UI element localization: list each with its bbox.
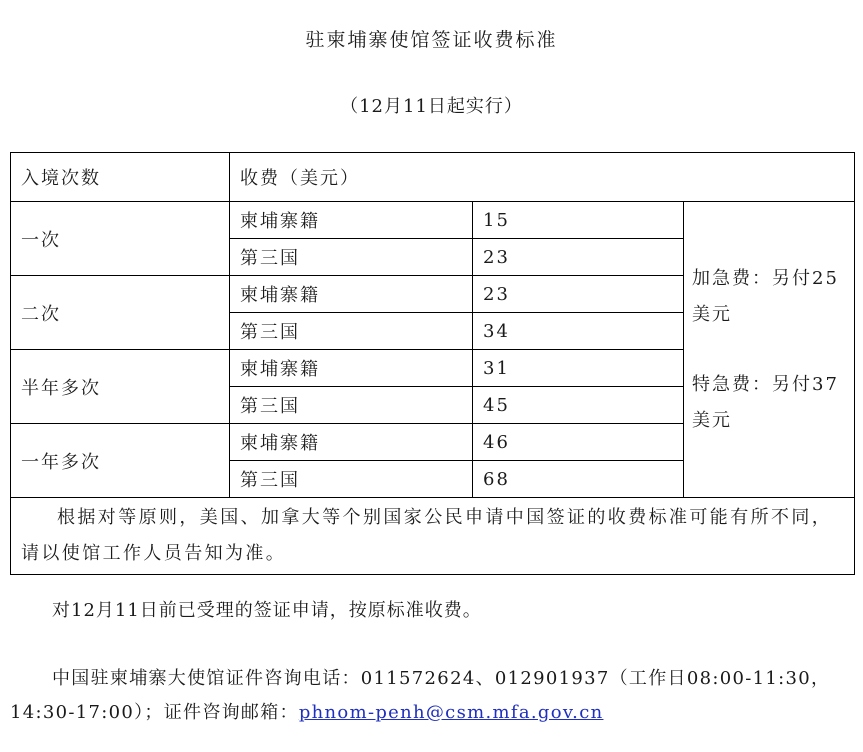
fee-value: 23 [473,276,684,313]
nationality-label: 柬埔寨籍 [230,202,473,239]
nationality-label: 第三国 [230,239,473,276]
fee-value: 23 [473,239,684,276]
fee-value: 15 [473,202,684,239]
header-entries: 入境次数 [11,153,230,202]
fee-value: 34 [473,313,684,350]
urgent-fee-cell [684,202,855,498]
document-title: 驻柬埔寨使馆签证收费标准 [305,29,558,51]
fee-value: 68 [473,461,684,498]
note-cell [11,498,855,575]
table-note-row [11,498,855,575]
table-row [11,202,855,239]
urgent-fee-text: 加急费：另付25美元 [692,267,839,325]
header-fee: 收费（美元） [230,153,855,202]
note-text: 根据对等原则，美国、加拿大等个别国家公民申请中国签证的收费标准可能有所不同，请以使馆工作人员告知为准。 [21,507,833,564]
contact-email-link[interactable]: phnom-penh@csm.mfa.gov.cn [298,702,604,723]
entries-cell: 半年多次 [11,350,230,424]
entries-cell: 一年多次 [11,424,230,498]
fee-value: 46 [473,424,684,461]
fee-value: 31 [473,350,684,387]
contact-paragraph [10,662,855,730]
nationality-label: 柬埔寨籍 [230,424,473,461]
entries-cell: 一次 [11,202,230,276]
prior-applications-paragraph: 对12月11日前已受理的签证申请，按原标准收费。 [52,600,482,621]
table-header-row [11,153,855,202]
nationality-label: 柬埔寨籍 [230,350,473,387]
contact-text: 中国驻柬埔寨大使馆证件咨询电话：011572624、012901937（工作日08:00-11:30，14:30-17:00）；证件咨询邮箱： [10,668,831,723]
nationality-label: 第三国 [230,313,473,350]
nationality-label: 柬埔寨籍 [230,276,473,313]
nationality-label: 第三国 [230,461,473,498]
fee-value: 45 [473,387,684,424]
fee-table [10,152,855,575]
entries-cell: 二次 [11,276,230,350]
express-fee-text: 特急费：另付37美元 [692,373,839,431]
nationality-label: 第三国 [230,387,473,424]
document-subtitle: （12月11日起实行） [340,96,523,117]
